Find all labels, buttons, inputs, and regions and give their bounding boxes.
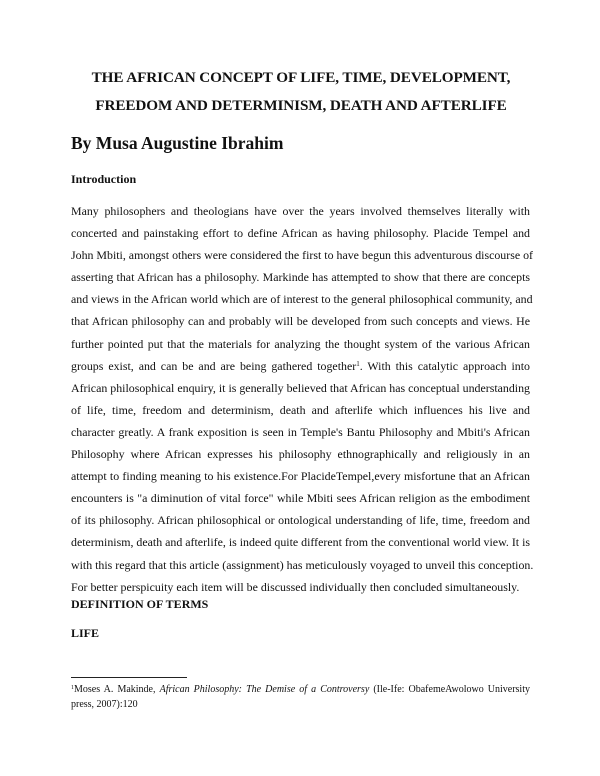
footnote <box>71 683 530 712</box>
paragraph-line: character greatly. A frank exposition is seen in Temple's Bantu Philosophy and Mbiti's African <box>71 424 530 439</box>
life-heading: LIFE <box>71 626 100 640</box>
introduction-paragraph <box>71 200 534 598</box>
paragraph-line: asserting that African has a philosophy. Markinde has attempted to show that there are concepts <box>71 270 530 285</box>
definition-of-terms-heading: DEFINITION OF TERMS <box>71 597 209 611</box>
footnote-line-1 <box>71 683 530 698</box>
paragraph-line: that African philosophy can and probably will be developed from such concepts and views. He <box>71 314 530 329</box>
paragraph-line: with this regard that this article (assignment) has meticulously voyaged to unveil this conception. <box>71 557 534 572</box>
paragraph-line: African philosophical enquiry, it is generally believed that African has conceptual understanding <box>71 380 530 395</box>
introduction-heading: Introduction <box>71 172 137 186</box>
paragraph-line: determinism, death and afterlife, is indeed quite different from the conventional world view. It is <box>71 535 530 550</box>
author-byline: By Musa Augustine Ibrahim <box>71 133 284 153</box>
paragraph-line: further pointed put that the materials for analyzing the thought system of the various African <box>71 336 530 351</box>
paragraph-line: John Mbiti, amongst others were considered the first to have begun this adventurous discourse of <box>71 248 533 263</box>
footnote-separator <box>71 677 187 678</box>
paragraph-line: attempt to finding meaning to his existence.For PlacideTempel,every misfortune that an African <box>71 469 530 484</box>
paragraph-line-last: For better perspicuity each item will be discussed individually then concluded simultaneously. <box>71 579 520 594</box>
paragraph-line-text: . With this catalytic approach into <box>359 358 530 373</box>
paragraph-line: of its philosophy. African philosophical or ontological understanding of life, time, freedom and <box>71 513 530 528</box>
paragraph-line: Philosophy where African expresses his philosophy ethnographically and religiously in an <box>71 447 530 462</box>
title-line-2: FREEDOM AND DETERMINISM, DEATH AND AFTERLIFE <box>95 97 507 114</box>
paragraph-line: of life, time, freedom and determinism, death and afterlife which influences his live and <box>71 402 530 417</box>
paragraph-line: encounters is "a diminution of vital force" while Mbiti sees African religion as the embodiment <box>71 491 530 506</box>
paragraph-line: and views in the African world which are of interest to the general philosophical community, and <box>71 292 533 307</box>
footnote-work-title: African Philosophy: The Demise of a Controversy <box>159 684 370 695</box>
footnote-marker: 1 <box>71 685 74 691</box>
footnote-publication: (Ile-Ife: ObafemeAwolowo University <box>369 684 530 695</box>
title-line-1: THE AFRICAN CONCEPT OF LIFE, TIME, DEVELOPMENT, <box>91 69 511 86</box>
footnote-author: Moses A. Makinde, <box>74 684 160 695</box>
footnote-line-2: press, 2007):120 <box>71 698 138 710</box>
paragraph-line: Many philosophers and theologians have over the years involved themselves literally with <box>71 204 530 218</box>
footnote-reference[interactable]: 1 <box>356 359 360 368</box>
paragraph-line-with-footnote <box>71 355 530 377</box>
paragraph-line: concerted and painstaking effort to define African as having philosophy. Placide Tempel and <box>71 226 530 241</box>
paragraph-line-text: groups exist, and can be and are being gathered together <box>71 358 357 373</box>
